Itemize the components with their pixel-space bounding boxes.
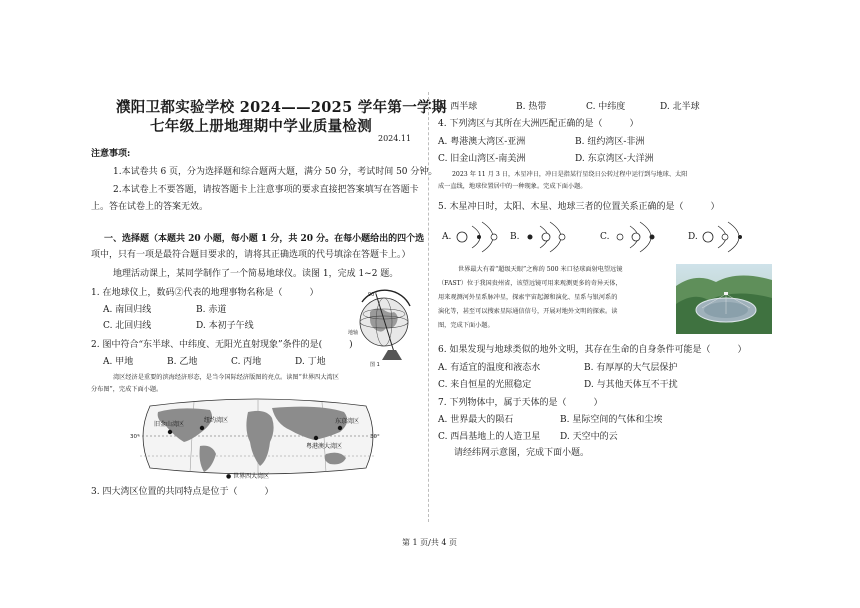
q1-option-c[interactable]: C. 北回归线 xyxy=(103,321,152,331)
q3-option-a[interactable]: A. 西半球 xyxy=(438,102,478,112)
q7-option-c[interactable]: C. 西昌基地上的人造卫星 xyxy=(438,432,541,442)
q4-option-c[interactable]: C. 旧金山湾区-南美洲 xyxy=(438,154,526,164)
q3-option-d[interactable]: D. 北半球 xyxy=(660,102,700,112)
bay-marker-ny xyxy=(200,426,204,430)
q5d-jupiter xyxy=(722,234,728,240)
q4-option-b[interactable]: B. 纽约湾区-非洲 xyxy=(575,137,645,147)
q5-option-a[interactable]: A. xyxy=(442,232,452,242)
q5-option-d[interactable]: D. xyxy=(688,232,698,242)
notes-item-1: 1.本试卷共 6 页，分为选择题和综合题两大题，满分 50 分，考试时间 50 分钟。 xyxy=(113,167,438,177)
fast-line-b: （FAST）位于我国贵州省，该望远镜可用来观测更多的奇异天体， xyxy=(438,280,622,287)
map-lat-label-right: 30° xyxy=(370,434,380,440)
map-label-sf: 旧金山湾区 xyxy=(154,421,185,428)
q2-option-c[interactable]: C. 丙地 xyxy=(231,357,262,367)
section1-line-a: 一、选择题（本题共 20 小题，每小题 1 分，共 20 分。在每小题给出的四个选 xyxy=(104,234,425,244)
q6-option-a[interactable]: A. 有适宜的温度和液态水 xyxy=(438,363,541,373)
q6-stem: 6. 如果发现与地球类似的地外文明，其存在生命的自身条件可能是（ ） xyxy=(438,345,747,355)
notes-item-2b: 上。答在试卷上的答案无效。 xyxy=(91,202,209,212)
q5a-sun xyxy=(457,232,467,242)
fast-line-a: 世界最大有着“超级天眼”之称的 500 米口径球面射电望远镜 xyxy=(458,266,623,273)
globe-intro: 地理活动课上，某同学制作了一个简易地球仪。读图 1，完成 1~2 题。 xyxy=(113,269,399,279)
q7-option-d[interactable]: D. 天空中的云 xyxy=(560,432,618,442)
q5d-earth xyxy=(738,235,742,239)
q3-option-b[interactable]: B. 热带 xyxy=(516,102,547,112)
bay-intro-line-b: 分布图”，完成下面小题。 xyxy=(91,386,163,393)
jupiter-intro-line-a: 2023 年 11 月 3 日，木星冲日，冲日是指某行星绕日公转过程中运行到与地球、太阳 xyxy=(452,171,688,178)
q2-option-b[interactable]: B. 乙地 xyxy=(167,357,198,367)
q5-stem: 5. 木星冲日时，太阳、木星、地球三者的位置关系正确的是（ ） xyxy=(438,202,720,212)
globe-figure xyxy=(346,288,424,368)
globe-label-axis: 地轴 xyxy=(348,330,359,336)
world-bays-map xyxy=(130,396,386,480)
q5b-earth xyxy=(528,235,533,240)
globe-label-top: 90° xyxy=(368,292,377,298)
q5-diagram-c xyxy=(610,220,666,254)
q4-option-d[interactable]: D. 东京湾区-大洋洲 xyxy=(575,154,654,164)
column-divider xyxy=(428,92,429,522)
notes-item-2a: 2.本试卷上不要答题，请按答题卡上注意事项的要求直接把答案填写在答题卡 xyxy=(113,185,419,195)
fast-telescope-photo xyxy=(676,264,772,334)
exam-title-line1: 濮阳卫都实验学校 2024——2025 学年第一学期 xyxy=(116,99,447,116)
q3-stem: 3. 四大湾区位置的共同特点是位于（ ） xyxy=(91,487,274,497)
fast-line-e: 图，完成下面小题。 xyxy=(438,322,494,329)
q2-option-d[interactable]: D. 丁地 xyxy=(295,357,326,367)
q4-stem: 4. 下列湾区与其所在大洲匹配正确的是（ ） xyxy=(438,119,639,129)
section1-heading xyxy=(104,234,424,245)
notes-heading: 注意事项: xyxy=(91,149,131,159)
q3-option-c[interactable]: C. 中纬度 xyxy=(586,102,626,112)
map-legend: ● 世界四大湾区 xyxy=(226,473,270,480)
q5-option-c[interactable]: C. xyxy=(600,232,610,242)
q7-stem: 7. 下列物体中，属于天体的是（ ） xyxy=(438,398,603,408)
latlong-intro: 请经纬网示意图，完成下面小题。 xyxy=(454,448,590,458)
section1-line-b: 项中，只有一项是最符合题目要求的，请将其正确选项的代号填涂在答题卡上。） xyxy=(91,250,411,260)
fast-line-c: 用来观测河外星系脉冲星，探索宇宙起源和演化、星系与银河系的 xyxy=(438,294,618,301)
map-label-gba: 粤港澳大湾区 xyxy=(306,443,343,450)
q5b-sun xyxy=(542,233,550,241)
q5c-earth xyxy=(650,235,655,240)
bay-intro-line-a: 湾区经济是重要的滨海经济形态，是当今国际经济版图的亮点。读图“世界四大湾区 xyxy=(113,374,339,381)
q7-option-b[interactable]: B. 星际空间的气体和尘埃 xyxy=(560,415,663,425)
map-label-tokyo: 东京湾区 xyxy=(335,418,360,425)
q5c-sun xyxy=(632,233,640,241)
q6-option-d[interactable]: D. 与其他天体互不干扰 xyxy=(584,380,678,390)
q1-stem: 1. 在地球仪上，数码②代表的地理事物名称是（ ） xyxy=(91,288,319,298)
q5-diagram-d xyxy=(698,220,754,254)
q5a-jupiter xyxy=(491,234,497,240)
map-lat-label-left: 30° xyxy=(130,434,140,440)
globe-label-figure: 图 1 xyxy=(370,362,380,368)
fast-line-d: 演化等，甚至可以搜索星际通信信号，开展对地外文明的探索。读 xyxy=(438,308,618,315)
q5c-jupiter xyxy=(617,234,623,240)
q5-option-b[interactable]: B. xyxy=(510,232,520,242)
q5d-sun xyxy=(703,232,713,242)
q2-stem: 2. 图中符合“东半球、中纬度、无阳光直射现象”条件的是( ) xyxy=(91,340,353,350)
q5-diagram-b xyxy=(520,220,576,254)
bay-marker-sf xyxy=(168,430,172,434)
q7-option-a[interactable]: A. 世界最大的陨石 xyxy=(438,415,514,425)
q1-option-a[interactable]: A. 南回归线 xyxy=(103,305,152,315)
q4-option-a[interactable]: A. 粤港澳大湾区-亚洲 xyxy=(438,137,526,147)
map-label-ny: 纽约湾区 xyxy=(204,417,229,424)
exam-date: 2024.11 xyxy=(378,134,412,143)
q1-option-b[interactable]: B. 赤道 xyxy=(196,305,227,315)
q5a-earth xyxy=(477,235,481,239)
q5b-jupiter xyxy=(559,234,565,240)
bay-marker-tokyo xyxy=(338,426,342,430)
exam-title-line2: 七年级上册地理期中学业质量检测 xyxy=(150,118,372,135)
q5-diagram-a xyxy=(452,220,508,254)
globe-stand xyxy=(382,350,402,360)
bay-marker-gba xyxy=(314,436,318,440)
photo-feed-cabin xyxy=(724,292,728,295)
q5c-orbit-outer xyxy=(640,222,651,252)
jupiter-intro-line-b: 成一直线，地球位置居中的一种现象。完成下面小题。 xyxy=(438,183,587,190)
q6-option-c[interactable]: C. 来自恒星的光照稳定 xyxy=(438,380,532,390)
q1-option-d[interactable]: D. 本初子午线 xyxy=(196,321,254,331)
q2-option-a[interactable]: A. 甲地 xyxy=(103,357,134,367)
page-footer: 第 1 页/共 4 页 xyxy=(402,538,458,547)
q6-option-b[interactable]: B. 有厚厚的大气层保护 xyxy=(584,363,678,373)
q5d-orbit-outer xyxy=(728,222,739,252)
